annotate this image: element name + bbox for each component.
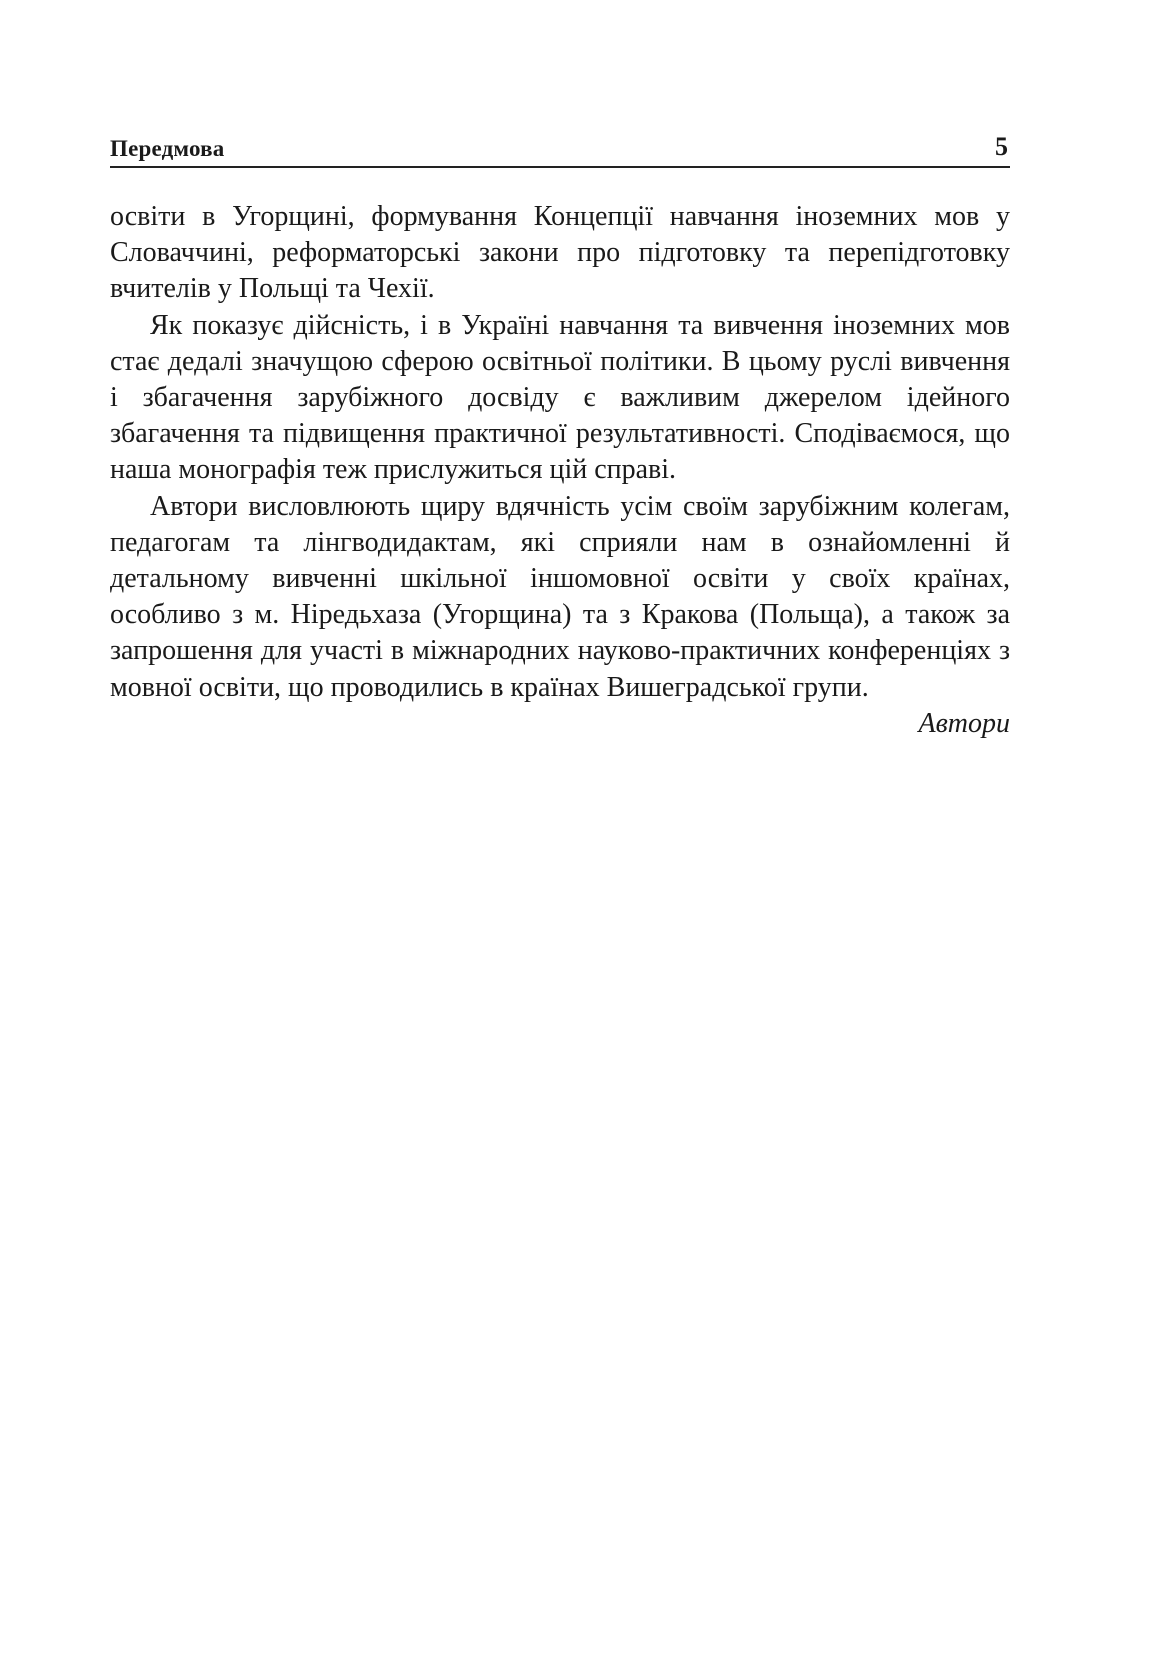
paragraph: Як показує дійсність, і в Україні навчання та вивчення іноземних мов стає дедалі значущою сферою освітньої політики. В цьому руслі вивчення і збагачення зарубіжного досвіду є важливим джерелом ідейного збагачення та підвищення практичної результативності. Сподіваємося, що наша монографія теж прислужиться цій справі.: [110, 309, 1010, 486]
paragraph: Автори висловлюють щиру вдячність усім своїм зарубіжним колегам, педагогам та лінгводидактам, які сприяли нам в ознайомленні й детальному вивченні шкільної іншомовної освіти у своїх країнах, особливо з м. Ніредьхаза (Угорщина) та з Кракова (Польща), а також за запрошення для участі в міжнародних науково-практичних конференціях з мовної освіти, що проводились в країнах Вишеградської групи.: [110, 490, 1010, 703]
body-text: [110, 199, 1010, 742]
page-number: 5: [995, 132, 1008, 161]
section-title: Передмова: [110, 136, 225, 161]
signature: Автори: [918, 707, 1010, 739]
running-header: [110, 132, 1010, 168]
paragraph-continuation: освіти в Угорщині, формування Концепції навчання іноземних мов у Словаччині, реформаторські закони про підготовку та перепідготовку вчителів у Польщі та Чехії.: [110, 201, 1010, 305]
